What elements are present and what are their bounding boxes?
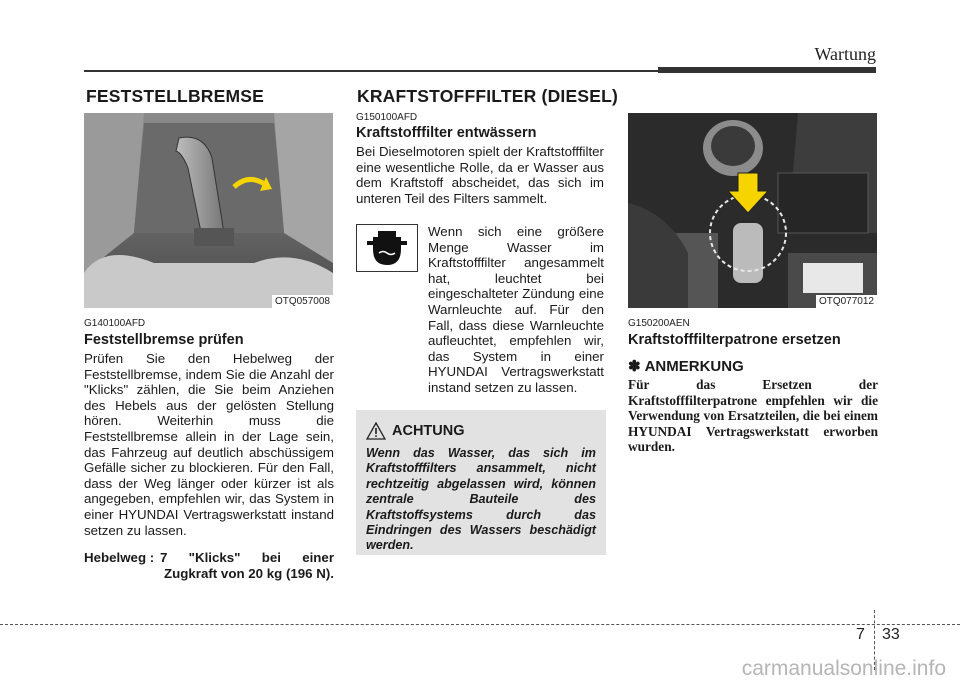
section-title-fuel-filter: KRAFTSTOFFFILTER (DIESEL) xyxy=(357,86,618,106)
parking-brake-body: Prüfen Sie den Hebelweg der Feststellbremse, indem Sie die Anzahl der "Klicks" zählen, die Sie beim Anziehen des Hebels aus der gelösten Stellung hören. Weiterhin muss die Feststellbremse allein in der Lage sein, das Fahrzeug auf deutlich abschüssigem Gefälle sicher zu blockieren. Für den Fall, dass der Weg länger oder kürzer ist als angegeben, empfehlen wir, das System in einer HYUNDAI Vertragswerkstatt instand setzen zu lassen. xyxy=(84,351,334,538)
water-in-fuel-symbol xyxy=(357,225,417,271)
page-chapter-number: 7 xyxy=(856,626,865,643)
photo-caption: OTQ077012 xyxy=(816,295,877,308)
note-symbol-icon: ✽ xyxy=(628,358,641,375)
section-title-parking-brake: FESTSTELLBREMSE xyxy=(86,86,265,106)
watermark: carmanualsonline.info xyxy=(741,657,946,680)
spec-line-1: 7 "Klicks" bei einer xyxy=(160,550,334,565)
chapter-title: Wartung xyxy=(814,44,876,64)
parking-brake-illustration xyxy=(84,113,333,308)
note-title: ANMERKUNG xyxy=(644,357,744,375)
warning-lamp-body: Wenn sich eine größere Menge Wasser im Kraftstofffilter angesammelt hat, leuchtet bei eingeschalteter Zündung eine Warnleuchte auf. Für den Fall, dass diese Warnleuchte aufleuchtet, empfehlen wir, das System in einer HYUNDAI Vertragswerkstatt instand setzen zu lassen. xyxy=(428,224,604,395)
subhead-check-parking-brake: Feststellbremse prüfen xyxy=(84,332,244,348)
footer-rule xyxy=(0,624,960,625)
fuel-filter-body: Bei Dieselmotoren spielt der Kraftstofffilter eine wesentliche Rolle, da er Wasser aus dem Kraftstoff abscheidet, das sich im unteren Teil des Filters sammelt. xyxy=(356,144,604,206)
caution-box xyxy=(356,410,606,555)
warning-triangle-icon xyxy=(366,422,386,440)
note-text: Für das Ersetzen der Kraftstofffilterpatrone empfehlen wir die Verwendung von Ersatzteilen, die bei einem HYUNDAI Vertragswerkstatt erworben wurden. xyxy=(628,377,878,455)
subhead-drain-fuel-filter: Kraftstofffilter entwässern xyxy=(356,125,537,141)
page-number: 33 xyxy=(882,626,900,643)
section-code: G150100AFD xyxy=(356,112,418,123)
subhead-replace-fuel-filter: Kraftstofffilterpatrone ersetzen xyxy=(628,332,841,348)
fuel-filter-photo xyxy=(628,113,877,308)
section-code: G150200AEN xyxy=(628,318,690,329)
spec-label: Hebelweg : xyxy=(84,550,155,565)
header-rule-accent xyxy=(658,67,876,73)
note-header xyxy=(628,357,744,375)
parking-brake-photo xyxy=(84,113,333,308)
section-code: G140100AFD xyxy=(84,318,146,329)
caution-header xyxy=(366,422,596,440)
caution-text: Wenn das Wasser, das sich im Kraftstofffilters ansammelt, nicht rechtzeitig abgelassen wird, können zentrale Bauteile des Kraftstoffsystems durch das Eindringen des Wassers beschädigt werden. xyxy=(366,446,596,553)
water-in-fuel-icon xyxy=(356,224,418,272)
photo-caption: OTQ057008 xyxy=(272,295,333,308)
caution-title: ACHTUNG xyxy=(392,423,465,439)
spec-line-2: Zugkraft von 20 kg (196 N). xyxy=(164,566,334,581)
engine-bay-illustration xyxy=(628,113,877,308)
